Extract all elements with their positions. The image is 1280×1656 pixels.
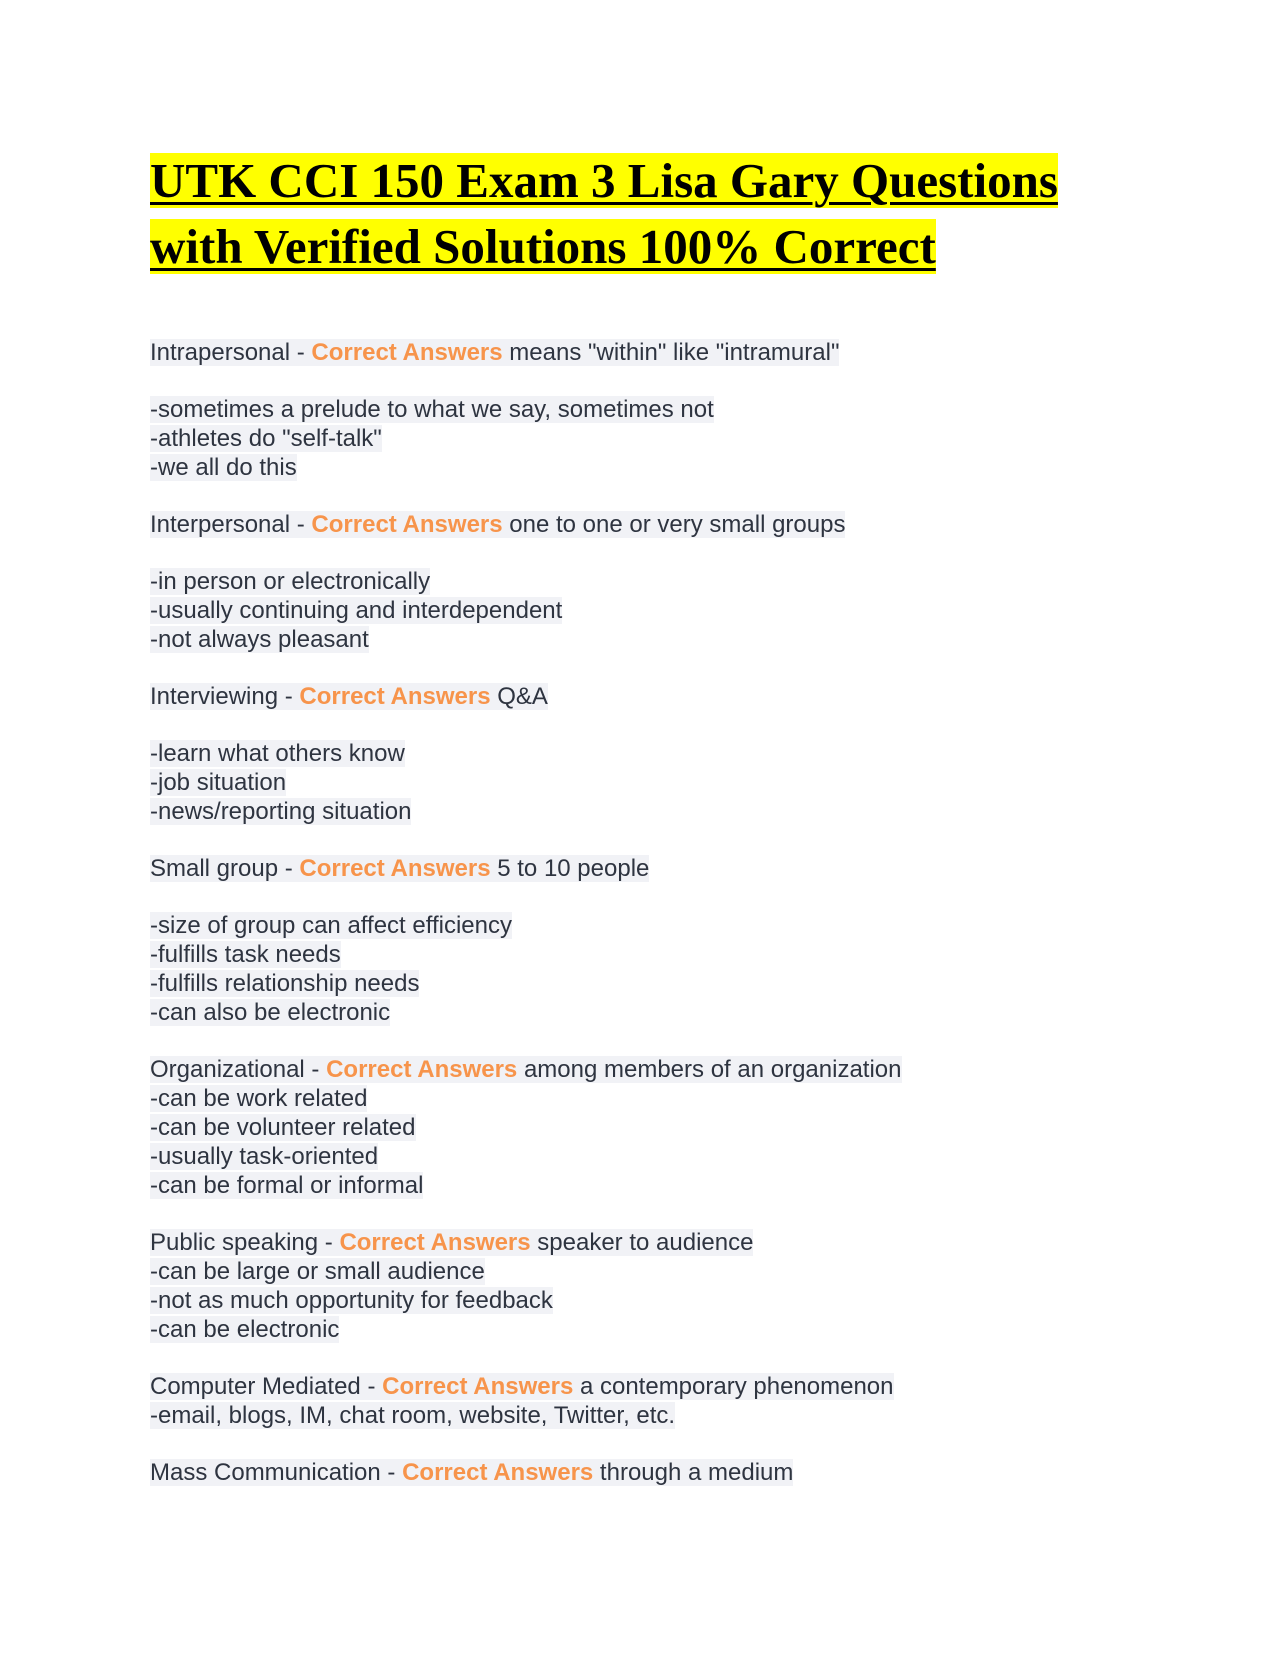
- qa-entry-line: [150, 1458, 1150, 1487]
- detail-text: -usually task-oriented: [150, 1143, 379, 1170]
- term-text: Public speaking -: [150, 1229, 340, 1256]
- detail-text: -learn what others know: [150, 740, 405, 767]
- term-text: Interpersonal -: [150, 511, 312, 538]
- blank-line: [150, 654, 1150, 682]
- detail-text: -can be formal or informal: [150, 1172, 424, 1199]
- detail-text: -athletes do "self-talk": [150, 425, 382, 452]
- detail-text: -can be volunteer related: [150, 1114, 416, 1141]
- definition-text: 5 to 10 people: [490, 855, 650, 882]
- detail-line: [150, 797, 1150, 826]
- blank-line: [150, 711, 1150, 739]
- correct-answers-label: Correct Answers: [311, 511, 503, 538]
- qa-entry-line: [150, 1055, 1150, 1084]
- detail-text: -not as much opportunity for feedback: [150, 1287, 553, 1314]
- detail-line: [150, 596, 1150, 625]
- blank-line: [150, 482, 1150, 510]
- blank-line: [150, 826, 1150, 854]
- detail-line: [150, 1113, 1150, 1142]
- term-text: Intrapersonal -: [150, 339, 312, 366]
- detail-text: -fulfills relationship needs: [150, 970, 420, 997]
- correct-answers-label: Correct Answers: [382, 1373, 574, 1400]
- correct-answers-label: Correct Answers: [339, 1229, 531, 1256]
- blank-line: [150, 539, 1150, 567]
- definition-text: a contemporary phenomenon: [573, 1373, 894, 1400]
- detail-text: -news/reporting situation: [150, 798, 412, 825]
- detail-line: [150, 1142, 1150, 1171]
- term-text: Mass Communication -: [150, 1459, 403, 1486]
- term-text: Small group -: [150, 855, 300, 882]
- qa-content: [150, 338, 1150, 1487]
- definition-text: means "within" like "intramural": [502, 339, 840, 366]
- detail-text: -in person or electronically: [150, 568, 431, 595]
- detail-text: -not always pleasant: [150, 626, 369, 653]
- blank-line: [150, 1200, 1150, 1228]
- definition-text: speaker to audience: [530, 1229, 754, 1256]
- detail-line: [150, 395, 1150, 424]
- detail-line: [150, 998, 1150, 1027]
- definition-text: among members of an organization: [517, 1056, 902, 1083]
- definition-text: one to one or very small groups: [502, 511, 846, 538]
- detail-line: [150, 1315, 1150, 1344]
- correct-answers-label: Correct Answers: [326, 1056, 518, 1083]
- qa-entry-line: [150, 854, 1150, 883]
- qa-entry-line: [150, 1372, 1150, 1401]
- detail-line: [150, 739, 1150, 768]
- correct-answers-label: Correct Answers: [299, 683, 491, 710]
- document-title: [150, 148, 1130, 280]
- detail-text: -can be large or small audience: [150, 1258, 485, 1285]
- detail-line: [150, 1401, 1150, 1430]
- detail-text: -we all do this: [150, 454, 297, 481]
- detail-line: [150, 911, 1150, 940]
- detail-line: [150, 453, 1150, 482]
- blank-line: [150, 367, 1150, 395]
- detail-text: -job situation: [150, 769, 287, 796]
- detail-line: [150, 625, 1150, 654]
- detail-line: [150, 1257, 1150, 1286]
- correct-answers-label: Correct Answers: [311, 339, 503, 366]
- title-line-2: with Verified Solutions 100% Correct: [150, 219, 936, 274]
- blank-line: [150, 1430, 1150, 1458]
- term-text: Computer Mediated -: [150, 1373, 383, 1400]
- qa-entry-line: [150, 682, 1150, 711]
- detail-text: -email, blogs, IM, chat room, website, Twitter, etc.: [150, 1402, 676, 1429]
- term-text: Interviewing -: [150, 683, 300, 710]
- title-line-1: UTK CCI 150 Exam 3 Lisa Gary Questions: [150, 153, 1058, 208]
- detail-line: [150, 1084, 1150, 1113]
- detail-text: -sometimes a prelude to what we say, sometimes not: [150, 396, 714, 423]
- detail-line: [150, 567, 1150, 596]
- qa-entry-line: [150, 338, 1150, 367]
- detail-text: -can be work related: [150, 1085, 368, 1112]
- detail-line: [150, 1286, 1150, 1315]
- qa-entry-line: [150, 510, 1150, 539]
- blank-line: [150, 883, 1150, 911]
- detail-text: -fulfills task needs: [150, 941, 341, 968]
- detail-line: [150, 940, 1150, 969]
- blank-line: [150, 1027, 1150, 1055]
- definition-text: Q&A: [490, 683, 548, 710]
- detail-line: [150, 1171, 1150, 1200]
- correct-answers-label: Correct Answers: [402, 1459, 594, 1486]
- detail-line: [150, 768, 1150, 797]
- detail-text: -usually continuing and interdependent: [150, 597, 563, 624]
- correct-answers-label: Correct Answers: [299, 855, 491, 882]
- detail-text: -size of group can affect efficiency: [150, 912, 512, 939]
- qa-entry-line: [150, 1228, 1150, 1257]
- blank-line: [150, 1344, 1150, 1372]
- definition-text: through a medium: [593, 1459, 794, 1486]
- term-text: Organizational -: [150, 1056, 327, 1083]
- detail-text: -can also be electronic: [150, 999, 391, 1026]
- detail-line: [150, 424, 1150, 453]
- detail-text: -can be electronic: [150, 1316, 340, 1343]
- detail-line: [150, 969, 1150, 998]
